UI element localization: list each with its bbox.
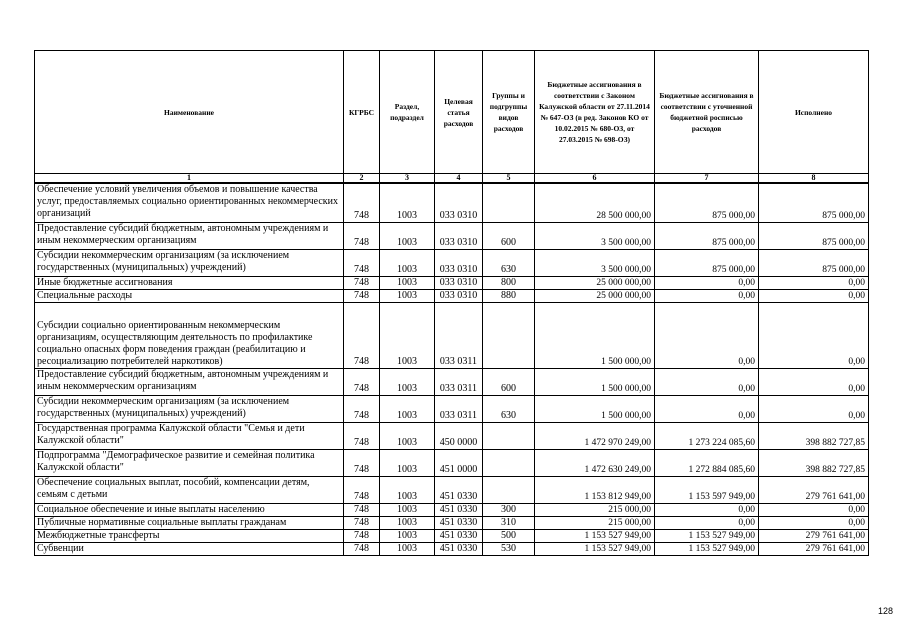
row-kgrbs: 748: [344, 476, 380, 503]
row-tselevaya: 033 0311: [435, 368, 483, 395]
row-rospis: 1 272 884 085,60: [655, 449, 759, 476]
header-rospis: Бюджетные ассигнования в соответствии с уточненной бюджетной росписью расходов: [655, 51, 759, 174]
row-vid: [483, 476, 535, 503]
row-razdel: 1003: [380, 503, 435, 516]
row-name: Специальные расходы: [35, 289, 344, 302]
row-kgrbs: 748: [344, 542, 380, 555]
row-law: 1 500 000,00: [535, 395, 655, 422]
row-law: 3 500 000,00: [535, 249, 655, 276]
row-razdel: 1003: [380, 395, 435, 422]
row-ispolneno: 279 761 641,00: [759, 542, 869, 555]
row-vid: 630: [483, 395, 535, 422]
table-row: [35, 476, 869, 503]
column-number: 5: [483, 174, 535, 184]
header-kgrbs: КГРБС: [344, 51, 380, 174]
row-name: Обеспечение условий увеличения объемов и повышение качества услуг, предоставляемых социально ориентированных некоммерческих организаций: [35, 183, 344, 222]
row-vid: 600: [483, 222, 535, 249]
row-vid: 500: [483, 529, 535, 542]
row-kgrbs: 748: [344, 276, 380, 289]
table-row: [35, 503, 869, 516]
row-rospis: 1 153 527 949,00: [655, 529, 759, 542]
row-vid: [483, 422, 535, 449]
column-number: 8: [759, 174, 869, 184]
row-vid: [483, 183, 535, 222]
row-razdel: 1003: [380, 249, 435, 276]
row-ispolneno: 0,00: [759, 289, 869, 302]
row-name: Обеспечение социальных выплат, пособий, компенсации детям, семьям с детьми: [35, 476, 344, 503]
row-rospis: 0,00: [655, 368, 759, 395]
row-kgrbs: 748: [344, 222, 380, 249]
row-tselevaya: 451 0330: [435, 516, 483, 529]
column-number: 4: [435, 174, 483, 184]
table-row: [35, 422, 869, 449]
header-razdel: Раздел, подраздел: [380, 51, 435, 174]
row-name: Государственная программа Калужской области "Семья и дети Калужской области": [35, 422, 344, 449]
row-vid: [483, 302, 535, 368]
table-row: [35, 529, 869, 542]
row-tselevaya: 033 0310: [435, 183, 483, 222]
row-razdel: 1003: [380, 449, 435, 476]
row-vid: 630: [483, 249, 535, 276]
row-tselevaya: 033 0311: [435, 302, 483, 368]
budget-table: [34, 50, 869, 556]
header-gruppy: Группы и подгруппы видов расходов: [483, 51, 535, 174]
table-row: [35, 276, 869, 289]
row-rospis: 1 153 597 949,00: [655, 476, 759, 503]
row-rospis: 0,00: [655, 503, 759, 516]
page-number: 128: [877, 606, 893, 616]
row-name: Предоставление субсидий бюджетным, автономным учреждениям и иным некоммерческим организациям: [35, 222, 344, 249]
row-law: 25 000 000,00: [535, 289, 655, 302]
row-kgrbs: 748: [344, 395, 380, 422]
row-kgrbs: 748: [344, 183, 380, 222]
row-kgrbs: 748: [344, 529, 380, 542]
column-number: 6: [535, 174, 655, 184]
row-ispolneno: 0,00: [759, 276, 869, 289]
row-ispolneno: 398 882 727,85: [759, 422, 869, 449]
row-law: 1 500 000,00: [535, 302, 655, 368]
row-law: 215 000,00: [535, 516, 655, 529]
row-ispolneno: 0,00: [759, 368, 869, 395]
row-tselevaya: 451 0330: [435, 476, 483, 503]
row-razdel: 1003: [380, 529, 435, 542]
row-ispolneno: 0,00: [759, 302, 869, 368]
row-tselevaya: 450 0000: [435, 422, 483, 449]
row-tselevaya: 033 0311: [435, 395, 483, 422]
row-tselevaya: 451 0330: [435, 542, 483, 555]
column-number: 3: [380, 174, 435, 184]
row-razdel: 1003: [380, 302, 435, 368]
row-razdel: 1003: [380, 516, 435, 529]
row-name: Субвенции: [35, 542, 344, 555]
row-kgrbs: 748: [344, 289, 380, 302]
row-name: Социальное обеспечение и иные выплаты населению: [35, 503, 344, 516]
row-tselevaya: 451 0000: [435, 449, 483, 476]
table-row: [35, 249, 869, 276]
row-law: 25 000 000,00: [535, 276, 655, 289]
row-ispolneno: 875 000,00: [759, 183, 869, 222]
row-rospis: 0,00: [655, 289, 759, 302]
row-kgrbs: 748: [344, 249, 380, 276]
column-number: 1: [35, 174, 344, 184]
row-name: Иные бюджетные ассигнования: [35, 276, 344, 289]
row-law: 1 153 812 949,00: [535, 476, 655, 503]
row-ispolneno: 398 882 727,85: [759, 449, 869, 476]
table-body: [35, 183, 869, 555]
row-razdel: 1003: [380, 183, 435, 222]
table-row: [35, 516, 869, 529]
row-kgrbs: 748: [344, 503, 380, 516]
row-ispolneno: 875 000,00: [759, 222, 869, 249]
row-name: Субсидии некоммерческим организациям (за исключением государственных (муниципальных) учреждений): [35, 395, 344, 422]
row-kgrbs: 748: [344, 302, 380, 368]
row-law: 1 472 630 249,00: [535, 449, 655, 476]
row-kgrbs: 748: [344, 516, 380, 529]
row-razdel: 1003: [380, 476, 435, 503]
row-name: Подпрограмма "Демографическое развитие и семейная политика Калужской области": [35, 449, 344, 476]
row-ispolneno: 279 761 641,00: [759, 529, 869, 542]
row-law: 1 500 000,00: [535, 368, 655, 395]
row-tselevaya: 033 0310: [435, 276, 483, 289]
row-ispolneno: 875 000,00: [759, 249, 869, 276]
row-vid: 310: [483, 516, 535, 529]
row-ispolneno: 0,00: [759, 395, 869, 422]
header-tselevaya: Целевая статья расходов: [435, 51, 483, 174]
header-row: [35, 51, 869, 174]
row-ispolneno: 0,00: [759, 503, 869, 516]
row-vid: 600: [483, 368, 535, 395]
header-law: Бюджетные ассигнования в соответствии с Законом Калужской области от 27.11.2014 № 647-ОЗ (в ред. Законов КО от 10.02.2015 № 680-ОЗ, от 27.03.2015 № 698-ОЗ): [535, 51, 655, 174]
row-rospis: 0,00: [655, 276, 759, 289]
row-razdel: 1003: [380, 422, 435, 449]
row-law: 3 500 000,00: [535, 222, 655, 249]
row-rospis: 875 000,00: [655, 249, 759, 276]
row-law: 1 153 527 949,00: [535, 542, 655, 555]
row-tselevaya: 451 0330: [435, 529, 483, 542]
row-razdel: 1003: [380, 222, 435, 249]
header-name: Наименование: [35, 51, 344, 174]
row-rospis: 0,00: [655, 395, 759, 422]
table-row: [35, 449, 869, 476]
row-ispolneno: 0,00: [759, 516, 869, 529]
row-tselevaya: 033 0310: [435, 289, 483, 302]
table-row: [35, 368, 869, 395]
row-rospis: 0,00: [655, 302, 759, 368]
row-kgrbs: 748: [344, 449, 380, 476]
table-row: [35, 222, 869, 249]
row-kgrbs: 748: [344, 422, 380, 449]
column-number-row: [35, 174, 869, 184]
table-row: [35, 183, 869, 222]
row-vid: [483, 449, 535, 476]
header-ispolneno: Исполнено: [759, 51, 869, 174]
row-rospis: 1 153 527 949,00: [655, 542, 759, 555]
row-law: 28 500 000,00: [535, 183, 655, 222]
row-tselevaya: 451 0330: [435, 503, 483, 516]
row-name: Субсидии социально ориентированным некоммерческим организациям, осуществляющим деятельность по профилактике социально опасных форм поведения граждан (реабилитацию и ресоциализацию потребителей наркотиков): [35, 302, 344, 368]
row-vid: 300: [483, 503, 535, 516]
row-vid: 530: [483, 542, 535, 555]
row-razdel: 1003: [380, 289, 435, 302]
table-row: [35, 395, 869, 422]
row-rospis: 0,00: [655, 516, 759, 529]
row-ispolneno: 279 761 641,00: [759, 476, 869, 503]
column-number: 2: [344, 174, 380, 184]
row-name: Межбюджетные трансферты: [35, 529, 344, 542]
row-name: Субсидии некоммерческим организациям (за исключением государственных (муниципальных) учреждений): [35, 249, 344, 276]
table-row: [35, 302, 869, 368]
row-tselevaya: 033 0310: [435, 222, 483, 249]
row-rospis: 1 273 224 085,60: [655, 422, 759, 449]
row-name: Публичные нормативные социальные выплаты гражданам: [35, 516, 344, 529]
row-rospis: 875 000,00: [655, 222, 759, 249]
column-number: 7: [655, 174, 759, 184]
row-razdel: 1003: [380, 276, 435, 289]
row-kgrbs: 748: [344, 368, 380, 395]
row-vid: 880: [483, 289, 535, 302]
row-law: 215 000,00: [535, 503, 655, 516]
row-vid: 800: [483, 276, 535, 289]
row-tselevaya: 033 0310: [435, 249, 483, 276]
row-razdel: 1003: [380, 542, 435, 555]
row-razdel: 1003: [380, 368, 435, 395]
row-name: Предоставление субсидий бюджетным, автономным учреждениям и иным некоммерческим организациям: [35, 368, 344, 395]
row-law: 1 153 527 949,00: [535, 529, 655, 542]
table-row: [35, 542, 869, 555]
row-rospis: 875 000,00: [655, 183, 759, 222]
table-row: [35, 289, 869, 302]
row-law: 1 472 970 249,00: [535, 422, 655, 449]
